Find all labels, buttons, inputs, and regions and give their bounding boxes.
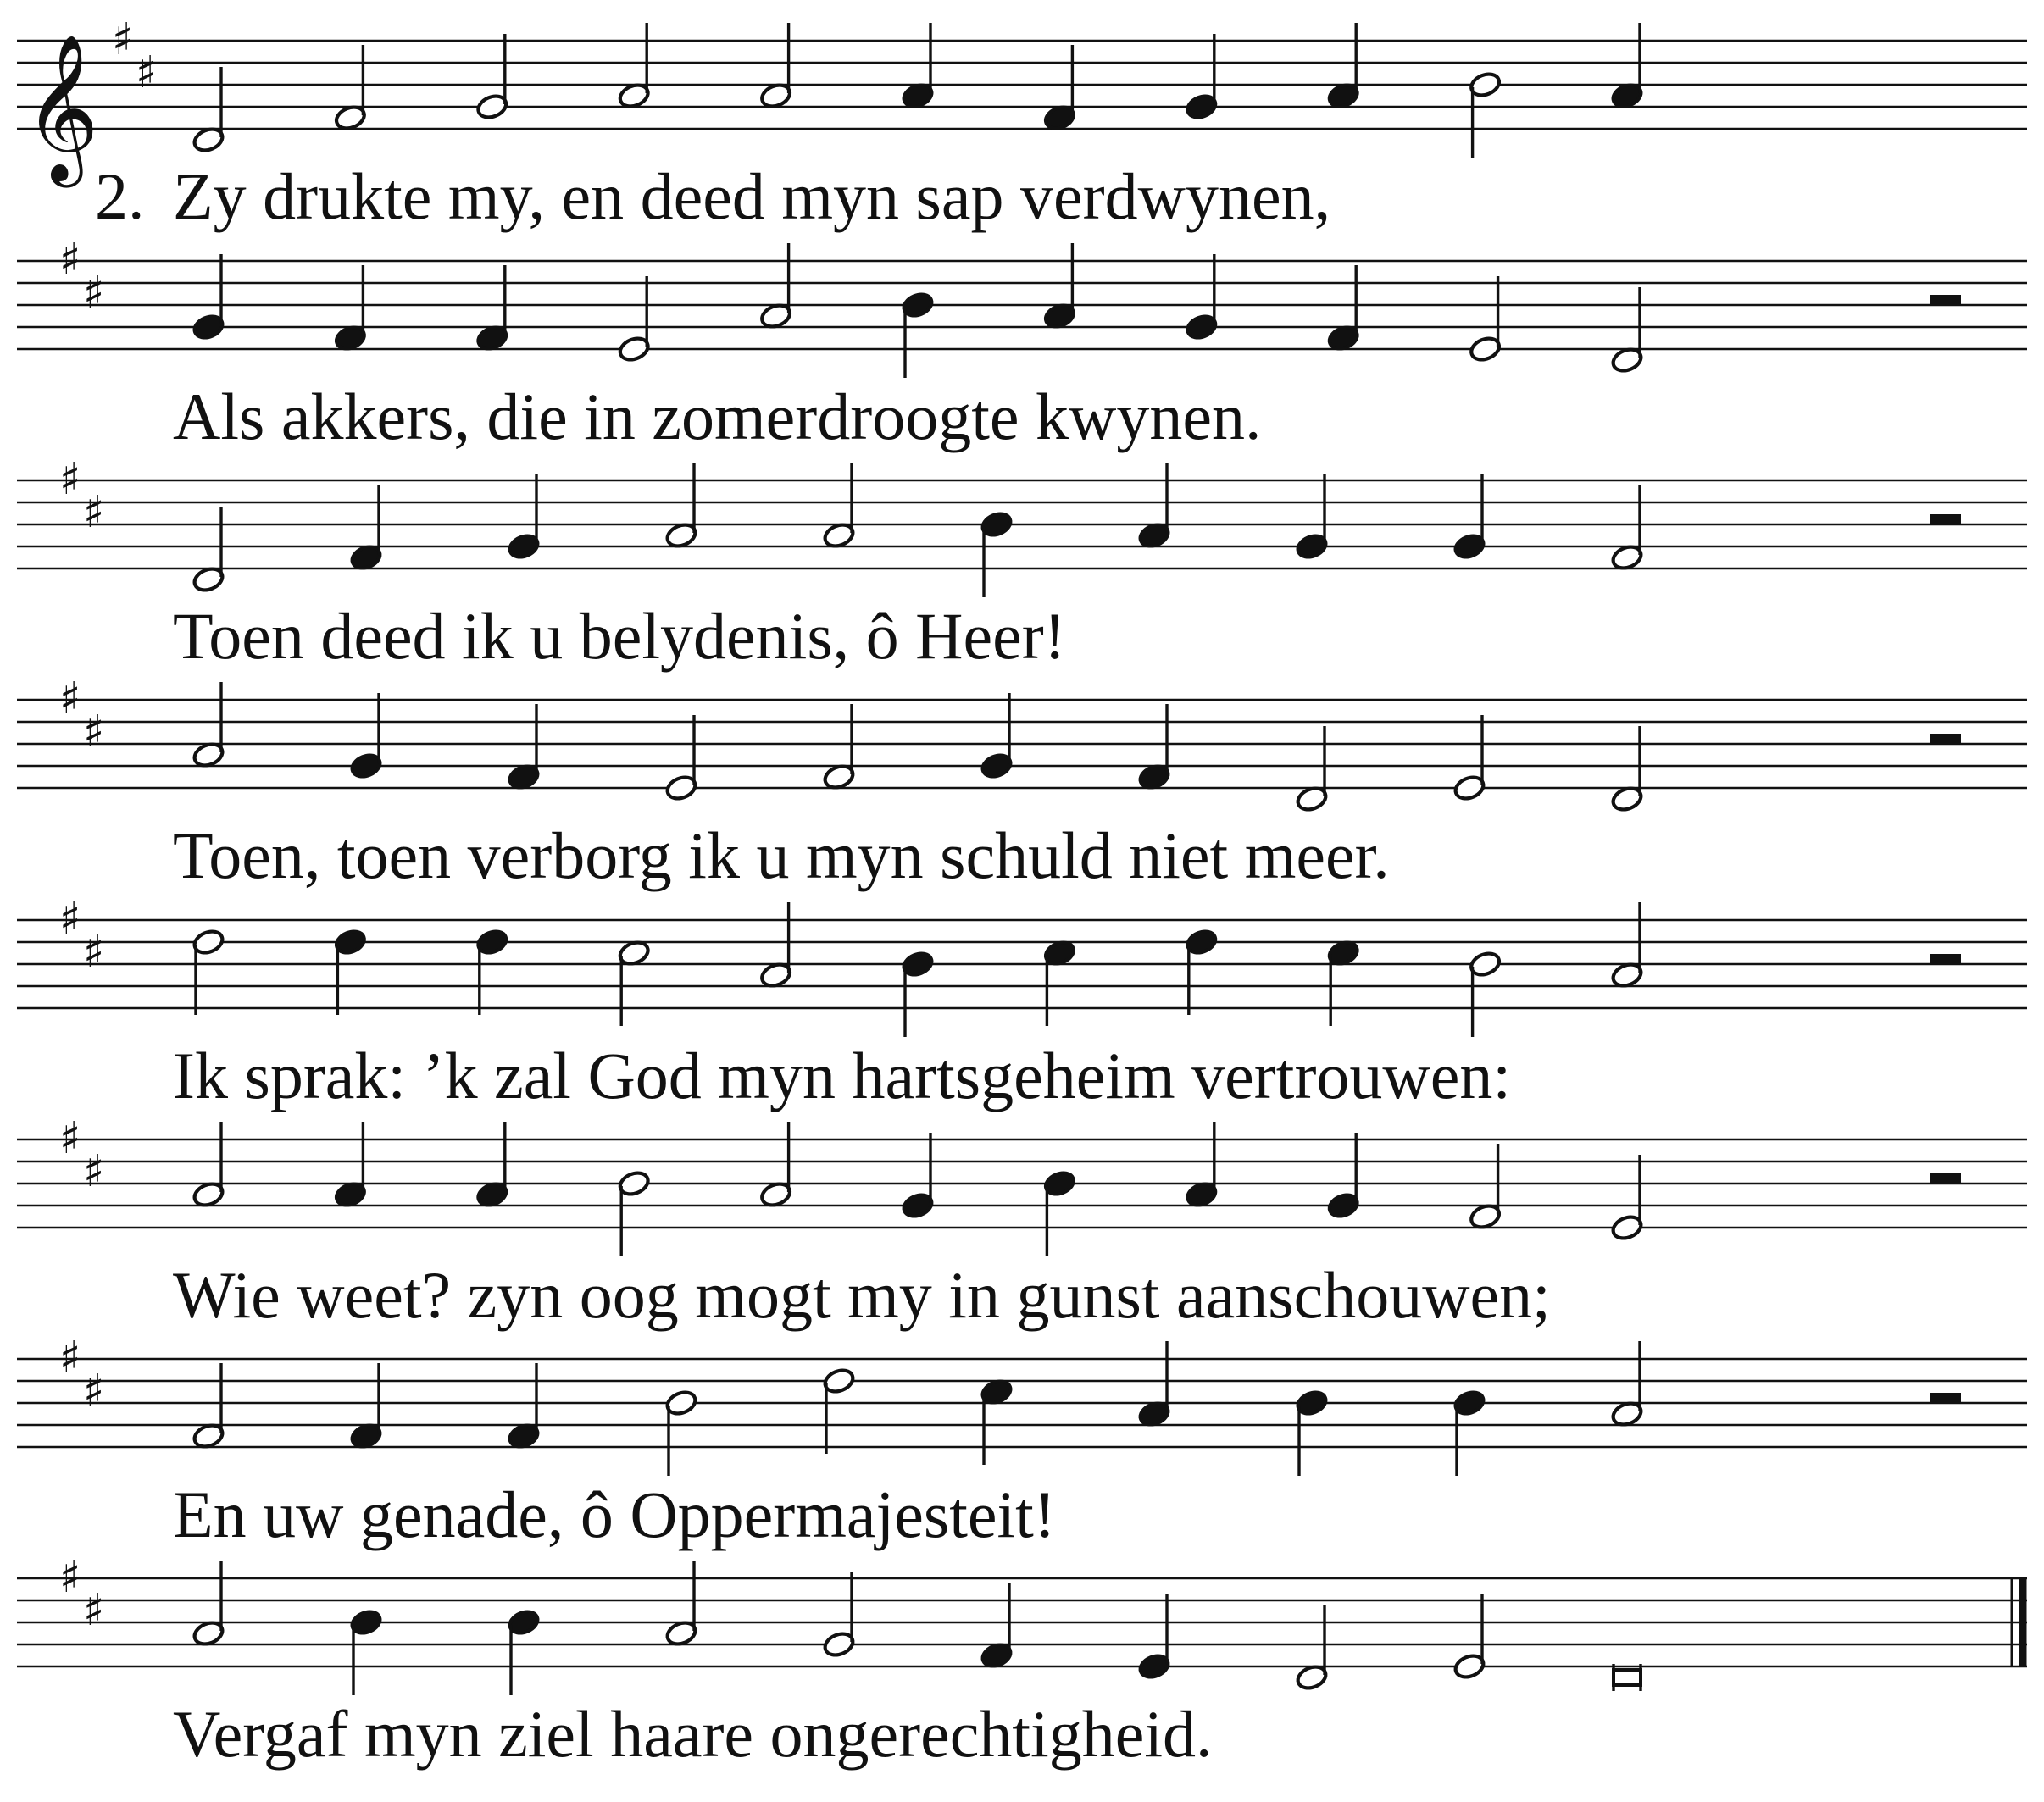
note [759,243,793,330]
note [192,67,225,154]
staff-system [17,1333,2027,1476]
note [1326,939,1360,1026]
note [664,463,698,550]
note [617,23,651,110]
note [980,1583,1014,1670]
sharp-icon: ♯ [83,1585,105,1636]
note [1452,1594,1486,1681]
note [349,1363,383,1450]
note [333,265,367,352]
note [759,1122,793,1209]
note [901,950,935,1037]
note [617,276,651,363]
note [822,463,856,550]
lyric-line-5: Ik sprak: ’k zal God myn hartsgeheim vertrouwen: [173,1039,1512,1112]
lyric-line-3: Toen deed ik u belydenis, ô Heer! [173,599,1066,673]
note [1137,463,1171,550]
note [1610,1155,1644,1242]
sharp-icon: ♯ [83,1146,105,1197]
staff-system [17,1113,2027,1256]
note [192,928,225,1015]
sharp-icon: ♯ [59,674,81,724]
note [507,474,541,561]
note [1137,1594,1171,1681]
note [1042,243,1076,330]
lyric-line-1: Zy drukte my, en deed myn sap verdwynen, [173,159,1331,233]
note [822,1572,856,1659]
half-rest-icon [1930,1173,1961,1184]
note [1042,939,1076,1026]
lyric-line-8: Vergaf myn ziel haare ongerechtigheid. [173,1697,1213,1771]
sharp-icon: ♯ [83,268,105,319]
note [1042,1169,1076,1256]
note [617,939,651,1026]
note [1610,902,1644,990]
note [1295,726,1329,813]
note [1326,265,1360,352]
note [1295,474,1329,561]
note [333,45,367,132]
note [1610,1341,1644,1428]
note [1295,1389,1329,1476]
lyric-line-2: Als akkers, die in zomerdroogte kwynen. [173,380,1262,453]
sharp-icon: ♯ [59,235,81,286]
sharp-icon: ♯ [83,927,105,978]
note [759,902,793,990]
note [617,1169,651,1256]
sharp-icon: ♯ [136,47,158,98]
note [1185,1122,1219,1209]
note [901,291,935,378]
notehead [1614,1670,1641,1685]
sharp-icon: ♯ [59,1113,81,1164]
note [1185,34,1219,121]
note [1452,715,1486,802]
staff-system [17,454,2027,597]
sharp-icon: ♯ [59,1333,81,1383]
sharp-icon: ♯ [59,1552,81,1603]
note [1610,23,1644,110]
note [1452,1389,1486,1476]
note [349,485,383,572]
note [1042,45,1076,132]
note [1469,950,1502,1037]
sharp-icon: ♯ [59,894,81,945]
note [1137,1341,1171,1428]
treble-clef-icon: 𝄞 [24,34,99,181]
lyric-line-7: En uw genade, ô Oppermajesteit! [173,1478,1056,1551]
staff-system [17,894,2027,1037]
note [333,928,367,1015]
half-rest-icon [1930,734,1961,744]
note [1326,1133,1360,1220]
note [901,1133,935,1220]
lyric-line-6: Wie weet? zyn oog mogt my in gunst aanschouwen; [173,1258,1551,1332]
note [349,693,383,780]
note [980,693,1014,780]
note [333,1122,367,1209]
note [192,254,225,341]
note [192,682,225,769]
sharp-icon: ♯ [83,707,105,757]
note [1614,1664,1641,1691]
note [192,507,225,594]
note [1610,485,1644,572]
note [1452,474,1486,561]
note [475,265,509,352]
note [507,704,541,791]
note [1326,23,1360,110]
note [664,715,698,802]
note [349,1608,383,1695]
note [1185,928,1219,1015]
staff-system [17,674,2027,813]
sharp-icon: ♯ [83,487,105,538]
note [822,704,856,791]
note [1137,704,1171,791]
note [980,1378,1014,1465]
sharp-icon: ♯ [112,14,134,65]
note [192,1561,225,1648]
sharp-icon: ♯ [59,454,81,505]
lyric-line-4: Toen, toen verborg ik u myn schuld niet meer. [173,818,1390,892]
note [1185,254,1219,341]
note [980,510,1014,597]
half-rest-icon [1930,1393,1961,1403]
note [1469,1144,1502,1231]
staff-system [17,235,2027,378]
note [1295,1605,1329,1692]
note [1469,70,1502,158]
note [901,23,935,110]
half-rest-icon [1930,514,1961,524]
note [475,1122,509,1209]
note [507,1363,541,1450]
note [759,23,793,110]
sharp-icon: ♯ [83,1366,105,1417]
half-rest-icon [1930,954,1961,964]
note [664,1389,698,1476]
note [507,1608,541,1695]
note [822,1367,856,1454]
note [1469,276,1502,363]
note [192,1122,225,1209]
staff-system [17,1552,2027,1695]
note [1610,726,1644,813]
note [475,34,509,121]
note [475,928,509,1015]
half-rest-icon [1930,295,1961,305]
note [664,1561,698,1648]
note [192,1363,225,1450]
verse-number: 2. [95,159,145,233]
note [1610,287,1644,374]
